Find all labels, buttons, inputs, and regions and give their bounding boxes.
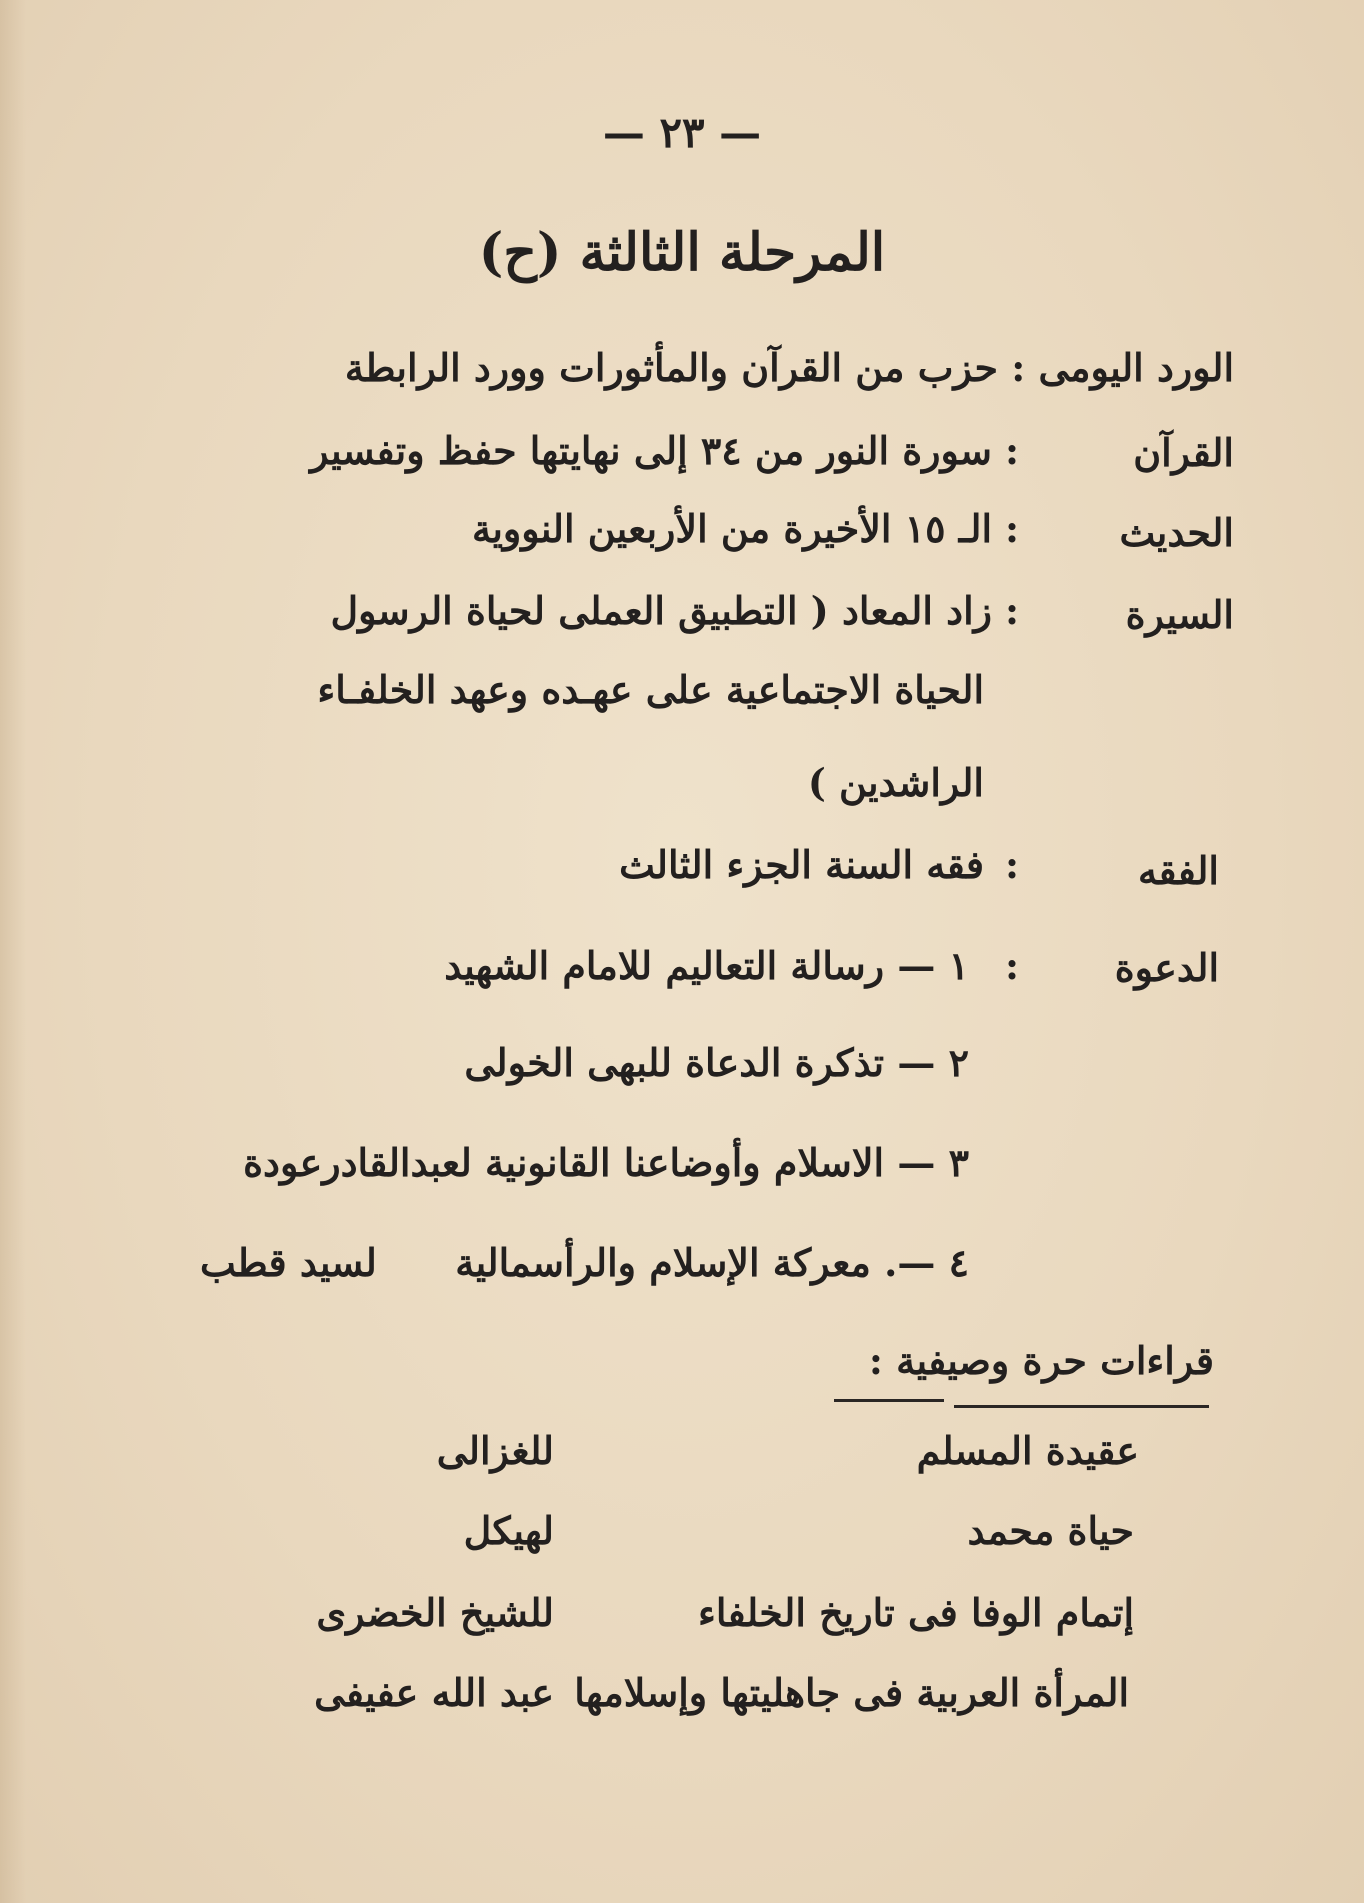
quran-text: سورة النور من ٣٤ إلى نهايتها حفظ وتفسير [310,428,992,473]
dawa-colon: : [1004,943,1019,988]
fiqh-colon: : [1004,842,1019,887]
dawa-label: الدعوة [1114,945,1219,990]
page-edge-shadow [0,0,26,1903]
book-title-1: عقيدة المسلم [916,1428,1139,1473]
dawa-item-4: ٤ —. معركة الإسلام والرأسمالية [455,1240,969,1285]
hadith-label: الحديث [1119,510,1234,555]
book-title-3: إتمام الوفا فى تاريخ الخلفاء [698,1590,1134,1635]
hadith-text: الـ ١٥ الأخيرة من الأربعين النووية [471,506,992,551]
dawa-item-1: ١ — رسالة التعاليم للامام الشهيد [444,943,969,988]
book-author-4: عبد الله عفيفى [314,1670,554,1715]
book-author-3: للشيخ الخضرى [316,1590,554,1635]
dawa-item-4-author: لسيد قطب [200,1240,377,1285]
book-title-2: حياة محمد [967,1508,1134,1553]
book-author-1: للغزالى [436,1428,554,1473]
sira-text-line-3: الراشدين ) [807,760,984,805]
fiqh-text: فقه السنة الجزء الثالث [619,842,984,887]
page-title: المرحلة الثالثة (ح) [478,222,886,283]
dawa-item-2: ٢ — تذكرة الدعاة للبهى الخولى [464,1040,969,1085]
sira-label: السيرة [1125,592,1234,637]
sira-text-line-2: الحياة الاجتماعية على عهـده وعهد الخلفـاء [317,667,984,712]
daily-wird-line: الورد اليومى : حزب من القرآن والمأثورات وورد الرابطة [344,345,1234,390]
quran-colon: : [1004,428,1019,473]
free-reading-underline-left [834,1399,944,1402]
fiqh-label: الفقه [1138,848,1219,893]
quran-label: القرآن [1133,430,1234,475]
page-number: — ٢٣ — [602,108,762,157]
dawa-item-3: ٣ — الاسلام وأوضاعنا القانونية لعبدالقادرعودة [243,1140,969,1185]
book-title-4: المرأة العربية فى جاهليتها وإسلامها [574,1670,1129,1715]
sira-colon: : [1004,588,1019,633]
hadith-colon: : [1004,506,1019,551]
free-reading-underline-right [954,1405,1209,1408]
sira-text-line-1: زاد المعاد ( التطبيق العملى لحياة الرسول [330,588,992,633]
free-reading-title: قراءات حرة وصيفية : [868,1338,1214,1383]
book-author-2: لهيكل [463,1508,554,1553]
